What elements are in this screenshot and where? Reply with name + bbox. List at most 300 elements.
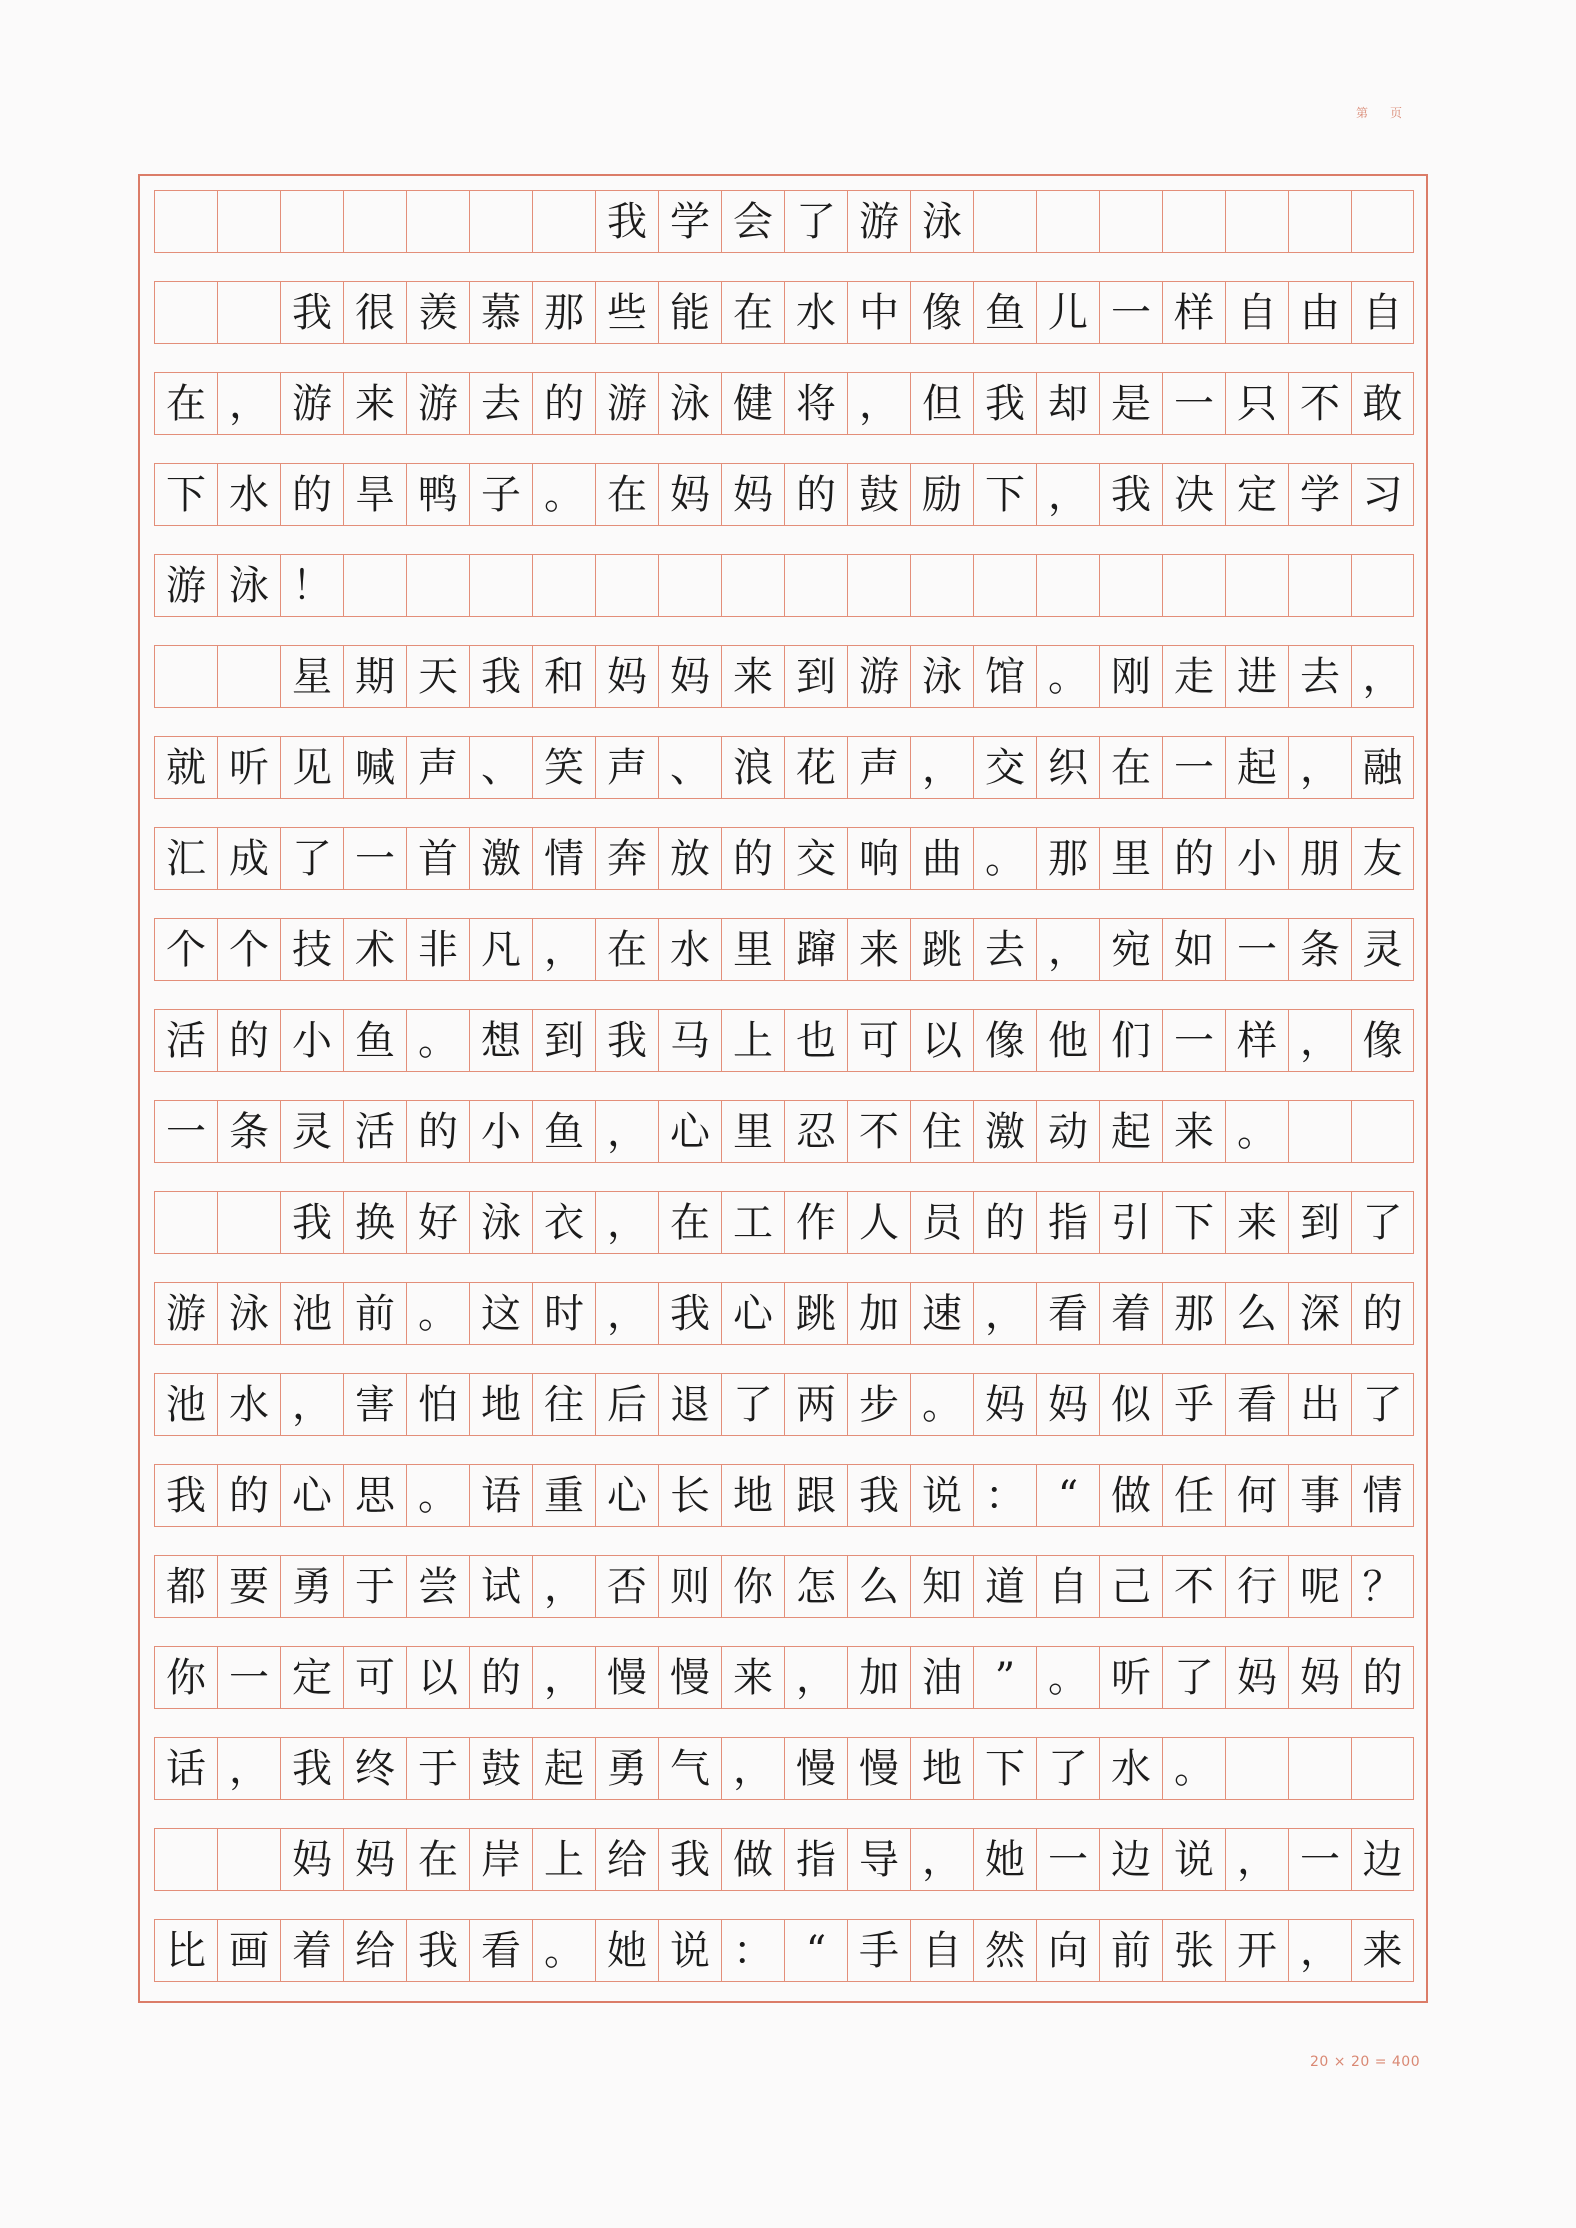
text-char: 儿 <box>1036 282 1099 343</box>
text-char: 慢 <box>784 1738 847 1799</box>
text-char: 走 <box>1162 646 1225 707</box>
text-char: 就 <box>154 737 217 798</box>
text-char: 出 <box>1288 1374 1351 1435</box>
text-char: 星 <box>280 646 343 707</box>
text-char: 。 <box>1036 646 1099 707</box>
text-char: 只 <box>1225 373 1288 434</box>
text-char: ， <box>910 1829 973 1890</box>
text-char: 思 <box>343 1465 406 1526</box>
grid-cell <box>1351 1101 1414 1162</box>
text-char: 馆 <box>973 646 1036 707</box>
text-char: 首 <box>406 828 469 889</box>
text-char: ， <box>217 1738 280 1799</box>
text-char: ， <box>1036 464 1099 525</box>
text-char: 地 <box>721 1465 784 1526</box>
text-char: 心 <box>721 1283 784 1344</box>
text-char: 活 <box>343 1101 406 1162</box>
text-char: 跟 <box>784 1465 847 1526</box>
text-char: 任 <box>1162 1465 1225 1526</box>
text-char: 一 <box>217 1647 280 1708</box>
text-char: 心 <box>658 1101 721 1162</box>
text-char: 个 <box>217 919 280 980</box>
text-char: 说 <box>910 1465 973 1526</box>
grid-row <box>154 554 1414 617</box>
grid-cell <box>280 191 343 252</box>
text-char: 泳 <box>217 1283 280 1344</box>
grid-row <box>154 1737 1414 1800</box>
grid-cell <box>1225 191 1288 252</box>
text-char: 起 <box>532 1738 595 1799</box>
text-char: 我 <box>280 1738 343 1799</box>
text-char: ， <box>973 1283 1036 1344</box>
text-char: 泳 <box>217 555 280 616</box>
text-char: 下 <box>154 464 217 525</box>
text-char: 游 <box>406 373 469 434</box>
text-char: 了 <box>1351 1374 1414 1435</box>
text-char: 给 <box>595 1829 658 1890</box>
text-char: 技 <box>280 919 343 980</box>
grid-cell <box>1225 1738 1288 1799</box>
text-char: 鱼 <box>343 1010 406 1071</box>
text-char: 笑 <box>532 737 595 798</box>
text-char: 我 <box>280 282 343 343</box>
text-char: 向 <box>1036 1920 1099 1981</box>
grid-cell <box>217 1829 280 1890</box>
grid-row <box>154 1464 1414 1527</box>
text-char: 勇 <box>595 1738 658 1799</box>
text-char: 。 <box>532 464 595 525</box>
text-char: 在 <box>406 1829 469 1890</box>
grid-cell <box>154 1192 217 1253</box>
text-char: 试 <box>469 1556 532 1617</box>
text-char: 泳 <box>469 1192 532 1253</box>
text-char: 往 <box>532 1374 595 1435</box>
text-char: ， <box>1036 919 1099 980</box>
text-char: 织 <box>1036 737 1099 798</box>
text-char: 妈 <box>1288 1647 1351 1708</box>
text-char: 泳 <box>910 646 973 707</box>
text-char: 水 <box>784 282 847 343</box>
text-char: 起 <box>1225 737 1288 798</box>
text-char: 自 <box>1036 1556 1099 1617</box>
text-char: 鱼 <box>532 1101 595 1162</box>
grid-row <box>154 1100 1414 1163</box>
text-char: 勇 <box>280 1556 343 1617</box>
text-char: 奔 <box>595 828 658 889</box>
text-char: 似 <box>1099 1374 1162 1435</box>
text-char: 衣 <box>532 1192 595 1253</box>
text-char: 健 <box>721 373 784 434</box>
text-char: 做 <box>1099 1465 1162 1526</box>
text-char: 到 <box>1288 1192 1351 1253</box>
grid-cell <box>1351 555 1414 616</box>
text-char: 一 <box>154 1101 217 1162</box>
text-char: 妈 <box>280 1829 343 1890</box>
text-char: 不 <box>1162 1556 1225 1617</box>
grid-cell <box>343 555 406 616</box>
text-char: 做 <box>721 1829 784 1890</box>
text-char: 鼓 <box>469 1738 532 1799</box>
text-char: ” <box>973 1647 1036 1708</box>
text-char: 的 <box>217 1465 280 1526</box>
text-char: 换 <box>343 1192 406 1253</box>
text-char: 敢 <box>1351 373 1414 434</box>
text-char: 时 <box>532 1283 595 1344</box>
text-char: 了 <box>1351 1192 1414 1253</box>
grid-cell <box>406 555 469 616</box>
text-char: 妈 <box>1036 1374 1099 1435</box>
text-char: 池 <box>154 1374 217 1435</box>
text-char: 一 <box>1036 1829 1099 1890</box>
text-char: 鼓 <box>847 464 910 525</box>
grid-cell <box>1288 1101 1351 1162</box>
text-char: 。 <box>910 1374 973 1435</box>
text-char: 由 <box>1288 282 1351 343</box>
text-char: 的 <box>973 1192 1036 1253</box>
text-char: 看 <box>1225 1374 1288 1435</box>
text-char: 一 <box>1225 919 1288 980</box>
text-char: 来 <box>1225 1192 1288 1253</box>
text-char: ， <box>1288 1010 1351 1071</box>
text-char: 慕 <box>469 282 532 343</box>
text-char: 我 <box>658 1829 721 1890</box>
grid-row <box>154 736 1414 799</box>
text-char: 的 <box>1351 1647 1414 1708</box>
text-char: 声 <box>847 737 910 798</box>
text-char: 游 <box>847 646 910 707</box>
text-char: 些 <box>595 282 658 343</box>
text-char: 声 <box>595 737 658 798</box>
text-char: ， <box>721 1738 784 1799</box>
text-char: 的 <box>469 1647 532 1708</box>
text-char: 么 <box>847 1556 910 1617</box>
text-char: “ <box>784 1920 847 1981</box>
text-char: 一 <box>1099 282 1162 343</box>
text-char: 的 <box>784 464 847 525</box>
text-char: 天 <box>406 646 469 707</box>
text-char: 一 <box>1162 737 1225 798</box>
grid-cell <box>784 555 847 616</box>
text-char: 灵 <box>1351 919 1414 980</box>
text-char: 旱 <box>343 464 406 525</box>
text-char: 以 <box>910 1010 973 1071</box>
grid-row <box>154 1191 1414 1254</box>
text-char: 励 <box>910 464 973 525</box>
text-char: 边 <box>1099 1829 1162 1890</box>
text-char: 终 <box>343 1738 406 1799</box>
text-char: 浪 <box>721 737 784 798</box>
text-char: 中 <box>847 282 910 343</box>
text-char: 是 <box>1099 373 1162 434</box>
text-char: 在 <box>595 464 658 525</box>
text-char: 水 <box>217 1374 280 1435</box>
text-char: 开 <box>1225 1920 1288 1981</box>
grid-row <box>154 281 1414 344</box>
text-char: ， <box>532 919 595 980</box>
text-char: 不 <box>1288 373 1351 434</box>
text-char: 在 <box>658 1192 721 1253</box>
page-number-mark: 第 页 <box>1356 106 1408 120</box>
text-char: 。 <box>406 1283 469 1344</box>
text-char: 妈 <box>658 464 721 525</box>
text-char: 来 <box>1162 1101 1225 1162</box>
text-char: 小 <box>1225 828 1288 889</box>
text-char: 画 <box>217 1920 280 1981</box>
text-char: 慢 <box>595 1647 658 1708</box>
text-char: 在 <box>154 373 217 434</box>
text-char: 说 <box>1162 1829 1225 1890</box>
text-char: 。 <box>1162 1738 1225 1799</box>
text-char: ， <box>595 1101 658 1162</box>
text-char: 去 <box>973 919 1036 980</box>
text-char: 这 <box>469 1283 532 1344</box>
text-char: 工 <box>721 1192 784 1253</box>
text-char: 那 <box>1162 1283 1225 1344</box>
text-char: 也 <box>784 1010 847 1071</box>
text-char: 水 <box>658 919 721 980</box>
text-char: 加 <box>847 1647 910 1708</box>
text-char: 妈 <box>1225 1647 1288 1708</box>
grid-cell <box>1099 555 1162 616</box>
text-char: 心 <box>595 1465 658 1526</box>
text-char: 自 <box>1225 282 1288 343</box>
text-char: 喊 <box>343 737 406 798</box>
grid-row <box>154 918 1414 981</box>
text-char: 游 <box>154 555 217 616</box>
title-char: 会 <box>721 191 784 252</box>
text-char: 的 <box>1162 828 1225 889</box>
text-char: 水 <box>1099 1738 1162 1799</box>
text-char: 心 <box>280 1465 343 1526</box>
text-char: 好 <box>406 1192 469 1253</box>
text-char: 的 <box>217 1010 280 1071</box>
text-char: 如 <box>1162 919 1225 980</box>
text-char: 个 <box>154 919 217 980</box>
text-char: 那 <box>532 282 595 343</box>
text-char: 忍 <box>784 1101 847 1162</box>
text-char: 放 <box>658 828 721 889</box>
text-char: 声 <box>406 737 469 798</box>
text-char: 习 <box>1351 464 1414 525</box>
text-char: 步 <box>847 1374 910 1435</box>
text-char: 可 <box>343 1647 406 1708</box>
text-char: 里 <box>721 919 784 980</box>
grid-cell <box>1288 191 1351 252</box>
grid-cell <box>154 1829 217 1890</box>
text-char: 马 <box>658 1010 721 1071</box>
text-char: 像 <box>1351 1010 1414 1071</box>
text-char: 话 <box>154 1738 217 1799</box>
grid-cell <box>532 191 595 252</box>
text-char: 下 <box>973 464 1036 525</box>
text-char: 里 <box>721 1101 784 1162</box>
text-char: 都 <box>154 1556 217 1617</box>
text-char: 在 <box>721 282 784 343</box>
text-char: 我 <box>658 1283 721 1344</box>
text-char: 、 <box>658 737 721 798</box>
grid-row <box>154 827 1414 890</box>
text-char: 地 <box>469 1374 532 1435</box>
text-char: 前 <box>1099 1920 1162 1981</box>
text-char: 乎 <box>1162 1374 1225 1435</box>
text-char: 给 <box>343 1920 406 1981</box>
grid-cell <box>1288 555 1351 616</box>
text-char: 导 <box>847 1829 910 1890</box>
text-char: 决 <box>1162 464 1225 525</box>
text-char: 以 <box>406 1647 469 1708</box>
text-char: 花 <box>784 737 847 798</box>
text-char: ， <box>1288 737 1351 798</box>
grid-cell <box>469 191 532 252</box>
grid-cell <box>154 646 217 707</box>
text-char: 边 <box>1351 1829 1414 1890</box>
text-char: 自 <box>1351 282 1414 343</box>
text-char: 看 <box>1036 1283 1099 1344</box>
text-char: 条 <box>217 1101 280 1162</box>
grid-cell <box>1162 555 1225 616</box>
text-char: 鱼 <box>973 282 1036 343</box>
text-char: “ <box>1036 1465 1099 1526</box>
text-char: 。 <box>973 828 1036 889</box>
text-char: 去 <box>469 373 532 434</box>
text-char: 条 <box>1288 919 1351 980</box>
grid-cell <box>1288 1738 1351 1799</box>
text-char: 了 <box>721 1374 784 1435</box>
text-char: 气 <box>658 1738 721 1799</box>
grid-cell <box>343 191 406 252</box>
text-char: 我 <box>595 1010 658 1071</box>
text-char: 来 <box>721 1647 784 1708</box>
text-char: 跳 <box>784 1283 847 1344</box>
grid-cell <box>658 555 721 616</box>
text-char: 去 <box>1288 646 1351 707</box>
grid-row <box>154 1555 1414 1618</box>
text-char: 和 <box>532 646 595 707</box>
text-char: 到 <box>532 1010 595 1071</box>
grid-cell <box>1162 191 1225 252</box>
text-char: 加 <box>847 1283 910 1344</box>
grid-row <box>154 463 1414 526</box>
text-char: 下 <box>1162 1192 1225 1253</box>
text-char: 期 <box>343 646 406 707</box>
grid-cell <box>973 191 1036 252</box>
grid-row <box>154 1282 1414 1345</box>
grid-cell <box>1351 1738 1414 1799</box>
text-char: 指 <box>784 1829 847 1890</box>
text-char: 要 <box>217 1556 280 1617</box>
text-char: 行 <box>1225 1556 1288 1617</box>
text-char: 一 <box>1288 1829 1351 1890</box>
text-char: 友 <box>1351 828 1414 889</box>
text-char: 我 <box>1099 464 1162 525</box>
text-char: 速 <box>910 1283 973 1344</box>
text-char: 泳 <box>658 373 721 434</box>
text-char: 妈 <box>973 1374 1036 1435</box>
text-char: 地 <box>910 1738 973 1799</box>
text-char: 游 <box>280 373 343 434</box>
composition-paper <box>138 174 1428 2003</box>
text-char: 作 <box>784 1192 847 1253</box>
grid-row <box>154 1919 1414 1982</box>
text-char: 上 <box>532 1829 595 1890</box>
text-char: 看 <box>469 1920 532 1981</box>
grid-cell <box>532 555 595 616</box>
text-char: 。 <box>532 1920 595 1981</box>
text-char: 的 <box>532 373 595 434</box>
text-char: 活 <box>154 1010 217 1071</box>
text-char: ， <box>595 1283 658 1344</box>
text-char: 曲 <box>910 828 973 889</box>
grid-cell <box>1036 191 1099 252</box>
text-char: 深 <box>1288 1283 1351 1344</box>
text-char: 可 <box>847 1010 910 1071</box>
text-char: 但 <box>910 373 973 434</box>
text-char: 则 <box>658 1556 721 1617</box>
text-char: 鸭 <box>406 464 469 525</box>
text-char: 你 <box>721 1556 784 1617</box>
text-char: 我 <box>406 1920 469 1981</box>
text-char: 我 <box>280 1192 343 1253</box>
text-char: 。 <box>1036 1647 1099 1708</box>
text-char: 。 <box>406 1010 469 1071</box>
text-char: 重 <box>532 1465 595 1526</box>
text-char: 一 <box>343 828 406 889</box>
text-char: 情 <box>532 828 595 889</box>
grid-cell <box>910 555 973 616</box>
text-char: 妈 <box>343 1829 406 1890</box>
text-char: 否 <box>595 1556 658 1617</box>
text-char: 样 <box>1162 282 1225 343</box>
text-char: 她 <box>595 1920 658 1981</box>
text-char: ？ <box>1351 1556 1414 1617</box>
text-char: 到 <box>784 646 847 707</box>
text-char: 来 <box>721 646 784 707</box>
text-char: 呢 <box>1288 1556 1351 1617</box>
text-char: 情 <box>1351 1465 1414 1526</box>
text-char: 水 <box>217 464 280 525</box>
text-char: 我 <box>847 1465 910 1526</box>
text-char: 融 <box>1351 737 1414 798</box>
text-char: ， <box>595 1192 658 1253</box>
text-char: 退 <box>658 1374 721 1435</box>
text-char: 自 <box>910 1920 973 1981</box>
text-char: 你 <box>154 1647 217 1708</box>
grid-cell <box>406 191 469 252</box>
text-char: 在 <box>595 919 658 980</box>
text-char: 朋 <box>1288 828 1351 889</box>
text-char: 妈 <box>658 646 721 707</box>
text-char: 慢 <box>847 1738 910 1799</box>
text-char: ， <box>784 1647 847 1708</box>
text-char: 然 <box>973 1920 1036 1981</box>
grid-cell <box>217 191 280 252</box>
text-char: 子 <box>469 464 532 525</box>
text-char: 了 <box>1036 1738 1099 1799</box>
text-char: 她 <box>973 1829 1036 1890</box>
text-char: 能 <box>658 282 721 343</box>
text-char: 着 <box>280 1920 343 1981</box>
text-char: ！ <box>280 555 343 616</box>
text-char: 语 <box>469 1465 532 1526</box>
grid-cell <box>973 555 1036 616</box>
grid-cell <box>595 555 658 616</box>
text-char: 一 <box>1162 373 1225 434</box>
text-char: ： <box>973 1465 1036 1526</box>
text-char: 羡 <box>406 282 469 343</box>
text-char: ： <box>721 1920 784 1981</box>
text-char: ， <box>532 1647 595 1708</box>
text-char: 着 <box>1099 1283 1162 1344</box>
